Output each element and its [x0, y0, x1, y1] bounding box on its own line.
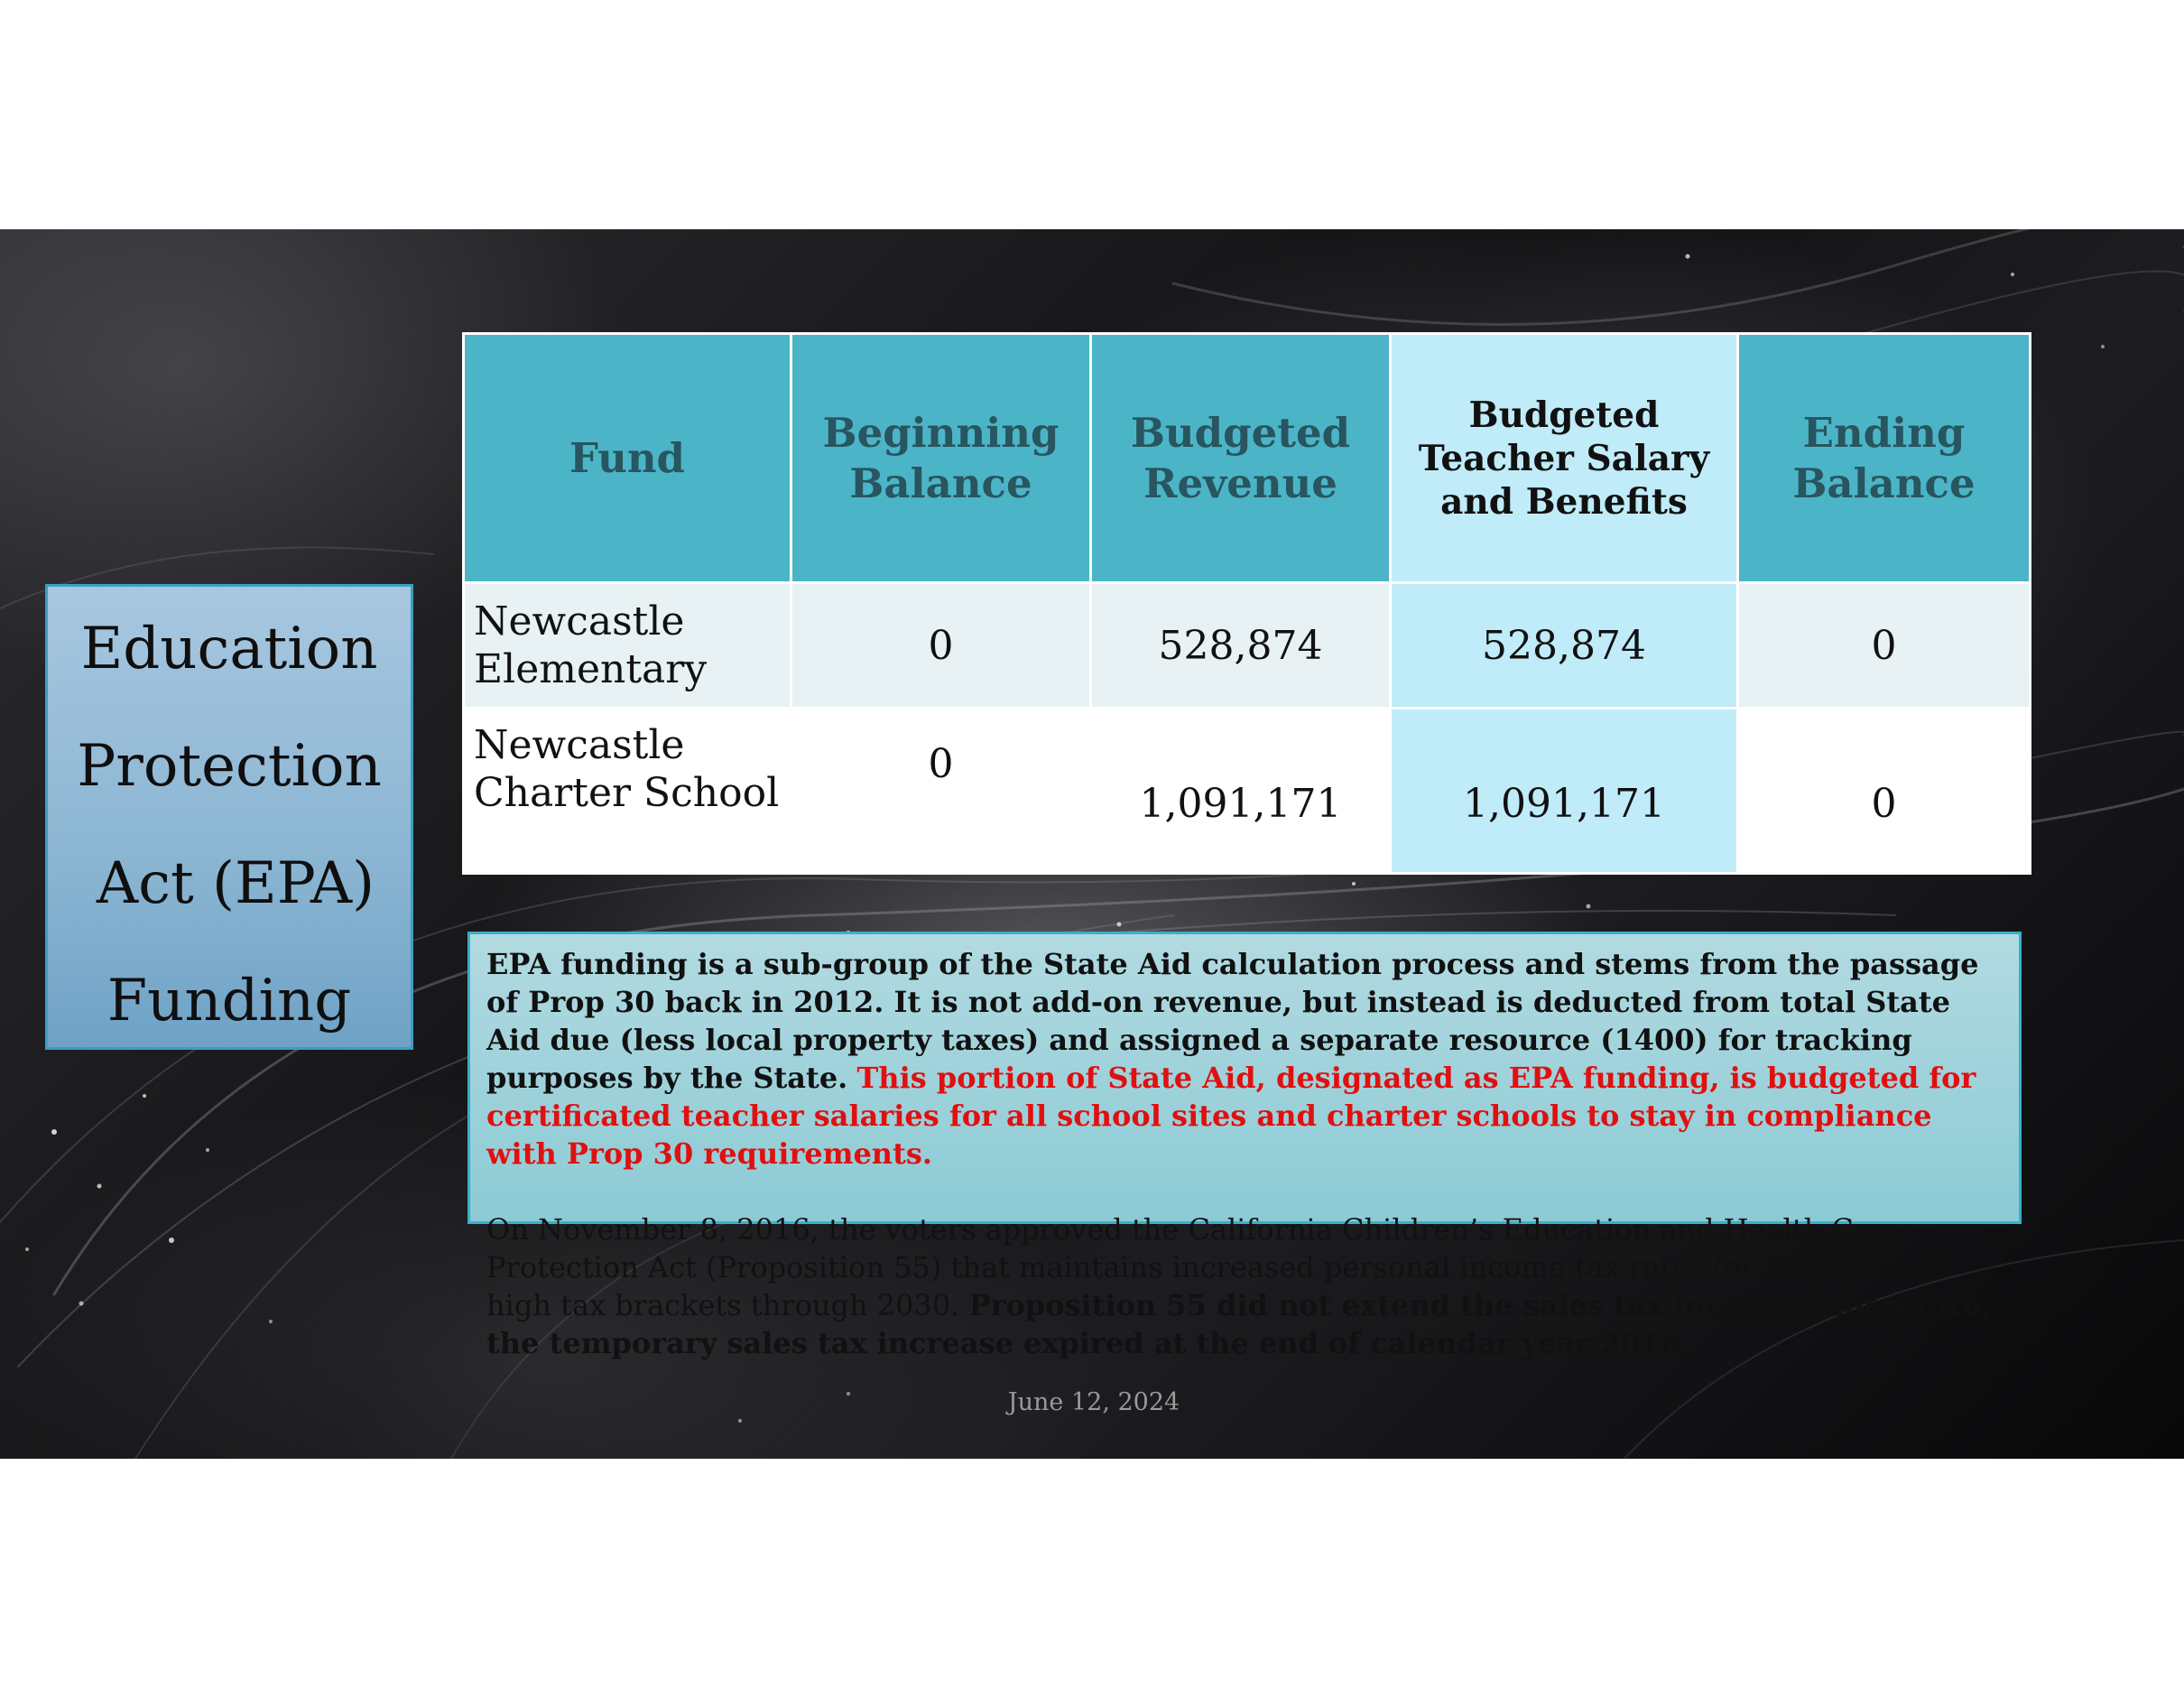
explanation-paragraph-1 [486, 945, 2001, 1173]
cell-fund: Newcastle Elementary [464, 583, 791, 709]
cell-fund: Newcastle Charter School [474, 722, 780, 816]
footer-date: June 12, 2024 [1007, 1388, 1180, 1416]
epa-explanation-box [467, 932, 2022, 1360]
explanation-text: EPA funding is a sub-group of the State Aid calculation process and stems from the passage of Prop 30 back in 2012. It is not add-on revenue, but instead is deducted from total State Aid due (less local property taxes) and assigned a separate resource (1400) for tracking purposes by the State. [486, 947, 1979, 1095]
cell-beginning-balance: 0 [928, 740, 954, 787]
epa-funding-table [462, 332, 2031, 875]
table-row [464, 709, 2031, 874]
explanation-highlight-text: This portion of State Aid, designated as EPA funding, is budgeted for certificated teacher salaries for all school sites and charter schools to stay in compliance with Prop 30 requirements. [486, 1061, 1976, 1171]
cell-budgeted-revenue: 1,091,171 [1139, 780, 1342, 827]
slide-title-line: Act (EPA) [96, 850, 375, 917]
slide [0, 229, 2184, 1459]
slide-title-line: Protection [77, 733, 382, 800]
header-ending-balance: Ending Balance [1738, 334, 2031, 583]
cell-teacher-salary-benefits: 1,091,171 [1463, 780, 1665, 827]
cell-beginning-balance: 0 [791, 583, 1091, 709]
slide-title-line: Funding [106, 968, 352, 1034]
cell-ending-balance: 0 [1738, 583, 2031, 709]
explanation-text: On November 8, 2016, the voters approved the California Children’s Education and Health Care Protection Act (Proposition 55) that maintains increased personal income tax rates for taxpayers in high tax brackets through 2030. [486, 1212, 1944, 1322]
header-budgeted-revenue: Budgeted Revenue [1091, 334, 1391, 583]
cell-ending-balance: 0 [1871, 780, 1897, 827]
header-beginning-balance: Beginning Balance [791, 334, 1091, 583]
explanation-emphasis-text: Proposition 55 did not extend the sales tax increase; therefore, the temporary sales tax increase expired at the end of calendar year 2016. [486, 1288, 1992, 1360]
cell-teacher-salary-benefits: 528,874 [1391, 583, 1738, 709]
explanation-paragraph-2 [486, 1210, 2001, 1362]
slide-title-line: Education [80, 616, 378, 682]
table-header-row [464, 334, 2031, 583]
cell-budgeted-revenue: 528,874 [1091, 583, 1391, 709]
table-row [464, 583, 2031, 709]
slide-title-panel [45, 584, 413, 1050]
header-teacher-salary-benefits: Budgeted Teacher Salary and Benefits [1391, 334, 1738, 583]
header-fund: Fund [464, 334, 791, 583]
